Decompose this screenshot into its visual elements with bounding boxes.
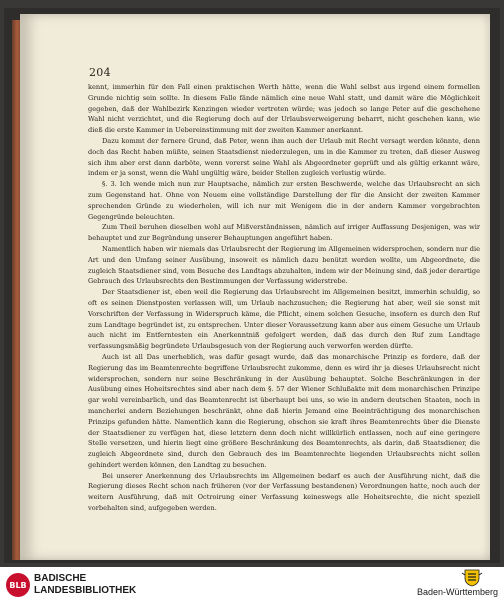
paragraph: Namentlich haben wir niemals das Urlaubsrecht der Regierung im Allgemeinen widersprochen, sondern nur die Art und den Umfang seiner Ausübung, insoweit es nämlich dazu benützt werden wollte, um Abgeordnete, die zugleich Staatsdiener sind, vom Besuche des Landtags abzuhalten, indem wir der Meinung sind, daß jeder derartige Gebrauch des Urlaubsrechts den Bestimmungen der Verfassung widerstrebe. xyxy=(88,244,480,286)
library-name[interactable] xyxy=(34,573,136,597)
paragraph: Der Staatsdiener ist, eben weil die Regierung das Urlaubsrecht im Allgemeinen besitzt, immerhin schuldig, so oft es seinen Dienstposten verlassen will, um Urlaub nachzusuchen; die Regierung hat aber, weil sie sonst mit Vorschriften der Verfassung in Widerspruch käme, die Pflicht, einem solchen Gesuche, insofern es durch den Ruf zum Landtage begründet ist, zu entsprechen. Unter dieser Voraussetzung kann aber aus einem Gesuche um Urlaub auch nicht im Entferntesten ein Anerkenntniß gefolgert werden, daß das durch den Ruf zum Landtage verfassungsmäßig begründete Urlaubsgesuch von der Regierung auch verworfen werden dürfte. xyxy=(88,288,480,351)
page-body-text xyxy=(88,82,480,552)
paragraph: Bei unserer Anerkennung des Urlaubsrechts im Allgemeinen bedarf es auch der Ausführung nicht, daß die Regierung dieses Recht schon nach früheren (vor der Verfassung bestandenen) Verordnungen hatte, noch auch der weitern Ausführung, daß mit Octroirung einer Verfassung keineswegs alle Hoheitsrechte, die nicht speziell vorbehalten sind, aufgegeben werden. xyxy=(88,471,480,513)
footer-bar xyxy=(0,567,504,603)
coat-of-arms-icon xyxy=(452,569,492,587)
page-number: 204 xyxy=(89,66,111,79)
paragraph: §. 3. Ich wende mich nun zur Hauptsache, nämlich zur ersten Beschwerde, welche das Urlaubsrecht an sich zum Gegenstand hat. Ohne von Neuem eine vollständige Darstellung der für die Ansicht der zweiten Kammer sprechenden Gründe zu wiederholen, will ich nur mit Wenigem die in der andern Kammer vorgebrachten Gegengründe beleuchten. xyxy=(88,180,480,221)
library-name-line1: BADISCHE xyxy=(34,573,87,584)
paragraph: Zum Theil beruhen dieselben wohl auf Mißverständnissen, nämlich auf irriger Auffassung Desjenigen, was wir behauptet und zur Begründung unserer Behauptungen angeführt haben. xyxy=(88,223,480,243)
library-name-line2: LANDESBIBLIOTHEK xyxy=(34,585,137,596)
state-label: Baden-Württemberg xyxy=(416,587,498,597)
paragraph: Auch ist all Das unerheblich, was dafür gesagt wurde, daß das monarchische Prinzip es fordere, daß der Regierung das im Beamtenrechte begriffene Urlaubsrecht zukomme, denn es wird ihr ja dieses Urlaubsrecht nicht widersprochen, sondern nur seine Beschränkung in der Ausübung behauptet. Solche Beschränkungen in der Ausübung eines Hoheitsrechtes sind aber nach dem §. 57 der Wiener Schlußakte mit dem monarchischen Prinzipe gar wohl vereinbarlich, und das Beamtenrecht ist überhaupt bei uns, so wie in andern deutschen Staaten, noch in mancherlei andern Beziehungen beschränkt, ohne daß hierin Jemand eine Beeinträchtigung des monarchischen Prinzips gefunden hätte. Namentlich kann die Regierung, obschon sie kraft ihres Beamtenrechts über die Dienste der Staatsdiener zu verfügen hat, diese letztern denn doch nicht willkürlich entlassen, noch auf eine geringere Stelle versetzen, und hierin liegt eine größere Beschränkung des Beamtenrechts, als darin, daß Staatsdiener, die zugleich Abgeordnete sind, durch den Gebrauch des im Beamtenrechte liegenden Urlaubsrechts nicht sollen gehindert werden können, den Landtag zu besuchen. xyxy=(88,352,480,469)
paragraph: Dazu kommt der fernere Grund, daß Peter, wenn ihm auch der Urlaub mit Recht versagt werden könnte, denn doch das Recht haben müßte, seinen Staatsdienst niederzulegen, um in die Kammer zu treten, daß dieser Ausweg sich ihm aber erst dann darböte, wenn vorerst seine Wahl als Abgeordneter geprüft und als gültig erkannt wäre, indem er ja sonst, wenn die Wahl ungültig wäre, beider Stellen zugleich verlustig würde. xyxy=(88,136,480,178)
blb-logo[interactable]: BLB xyxy=(6,573,30,597)
paragraph: kennt, immerhin für den Fall einen praktischen Werth hätte, wenn die Wahl selbst aus irgend einem formellen Grunde nichtig sein sollte. In diesem Falle fände nämlich eine neue Wahl statt, und damit wäre die Möglichkeit gegeben, daß der Wahlbezirk Kenzingen wieder vertreten würde; was jedoch so lange Peter auf die geschehene Wahl nicht verzichtet, und die Regierung doch auf der Urlaubsverweigerung beharrt, nicht geschehen kann, wie dieß die erste Kammer in Uebereinstimmung mit der zweiten Kammer anerkannt. xyxy=(88,83,480,135)
